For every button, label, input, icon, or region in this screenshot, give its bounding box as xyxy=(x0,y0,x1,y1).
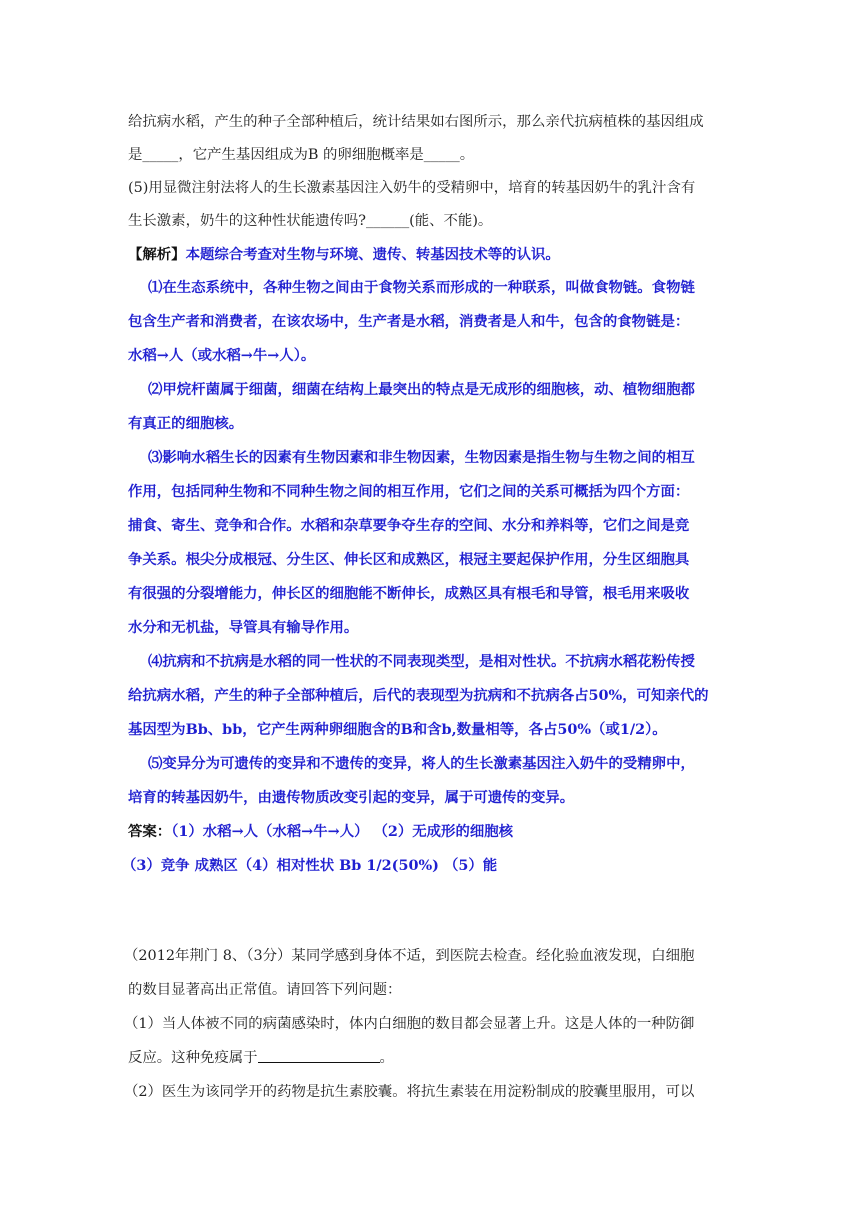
question-text-fragment: 。 xyxy=(379,1050,394,1066)
question-text-fragment: 反应。这种免疫属于 xyxy=(128,1050,258,1066)
question-text-line: 生长激素，奶牛的这种性状能遗传吗?______(能、不能)。 xyxy=(128,213,493,229)
answer-line: （3）竞争 成熟区（4）相对性状 Bb 1/2(50%) （5）能 xyxy=(122,857,498,874)
analysis-paragraph-line: ⑶影响水稻生长的因素有生物因素和非生物因素，生物因素是指生物与生物之间的相互 xyxy=(148,449,695,466)
analysis-paragraph-line: 培育的转基因奶牛，由遗传物质改变引起的变异，属于可遗传的变异。 xyxy=(128,789,575,806)
question-text-line: （1）当人体被不同的病菌感染时，体内白细胞的数目都会显著上升。这是人体的一种防御 xyxy=(124,1016,695,1032)
question-text-line: 的数目显著高出正常值。请回答下列问题： xyxy=(128,982,402,998)
answer-label: 答案： xyxy=(128,823,172,840)
analysis-paragraph-line: 捕食、寄生、竞争和合作。水稻和杂草要争夺生存的空间、水分和养料等，它们之间是竞 xyxy=(128,517,690,534)
analysis-paragraph-line: ⑵甲烷杆菌属于细菌，细菌在结构上最突出的特点是无成形的细胞核，动、植物细胞都 xyxy=(148,381,695,398)
analysis-paragraph-line: ⑸变异分为可遗传的变异和不遗传的变异，将人的生长激素基因注入奶牛的受精卵中， xyxy=(148,755,695,772)
question-text-line: （2）医生为该同学开的药物是抗生素胶囊。将抗生素装在用淀粉制成的胶囊里服用，可以 xyxy=(124,1084,695,1100)
analysis-paragraph-line: 给抗病水稻，产生的种子全部种植后，后代的表现型为抗病和不抗病各占50%，可知亲代的 xyxy=(128,687,709,704)
question-text-line: 是_____，它产生基因组成为B 的卵细胞概率是_____。 xyxy=(128,147,475,163)
analysis-paragraph-line: ⑷抗病和不抗病是水稻的同一性状的不同表现类型，是相对性状。不抗病水稻花粉传授 xyxy=(148,653,695,670)
analysis-paragraph-line: 有很强的分裂增能力，伸长区的细胞能不断伸长，成熟区具有根毛和导管，根毛用来吸收 xyxy=(128,585,690,602)
question-text-line: (5)用显微注射法将人的生长激素基因注入奶牛的受精卵中，培育的转基因奶牛的乳汁含有 xyxy=(128,180,696,196)
question-text-line: 给抗病水稻，产生的种子全部种植后，统计结果如右图所示，那么亲代抗病植株的基因组成 xyxy=(128,114,704,130)
analysis-paragraph-line: 水稻→人（或水稻→牛→人）。 xyxy=(128,347,316,364)
analysis-paragraph-line: 包含生产者和消费者，在该农场中，生产者是水稻，消费者是人和牛，包含的食物链是： xyxy=(128,313,690,330)
answer-line xyxy=(128,822,513,842)
analysis-paragraph-line: ⑴在生态系统中，各种生物之间由于食物关系而形成的一种联系，叫做食物链。食物链 xyxy=(148,279,695,296)
analysis-intro: 本题综合考查对生物与环境、遗传、转基因技术等的认识。 xyxy=(185,246,560,263)
analysis-paragraph-line: 水分和无机盐，导管具有输导作用。 xyxy=(128,619,359,636)
analysis-paragraph-line: 作用，包括同种生物和不同种生物之间的相互作用，它们之间的关系可概括为四个方面： xyxy=(128,483,690,500)
question-text-line xyxy=(128,1048,394,1068)
analysis-paragraph-line: 基因型为Bb、bb，它产生两种卵细胞含的B和含b,数量相等，各占50%（或1/2）。 xyxy=(128,721,667,738)
analysis-paragraph-line: 争关系。根尖分成根冠、分生区、伸长区和成熟区，根冠主要起保护作用，分生区细胞具 xyxy=(128,551,690,568)
answer-part-1: （1）水稻→人（水稻→牛→人） （2）无成形的细胞核 xyxy=(171,823,514,840)
answer-blank xyxy=(258,1048,380,1063)
analysis-paragraph-line: 有真正的细胞核。 xyxy=(128,415,244,432)
analysis-tag: 【解析】 xyxy=(128,246,186,263)
question-text-line: （2012年荆门 8、（3分）某同学感到身体不适，到医院去检查。经化验血液发现，白细胞 xyxy=(124,948,695,964)
analysis-heading xyxy=(128,245,560,265)
